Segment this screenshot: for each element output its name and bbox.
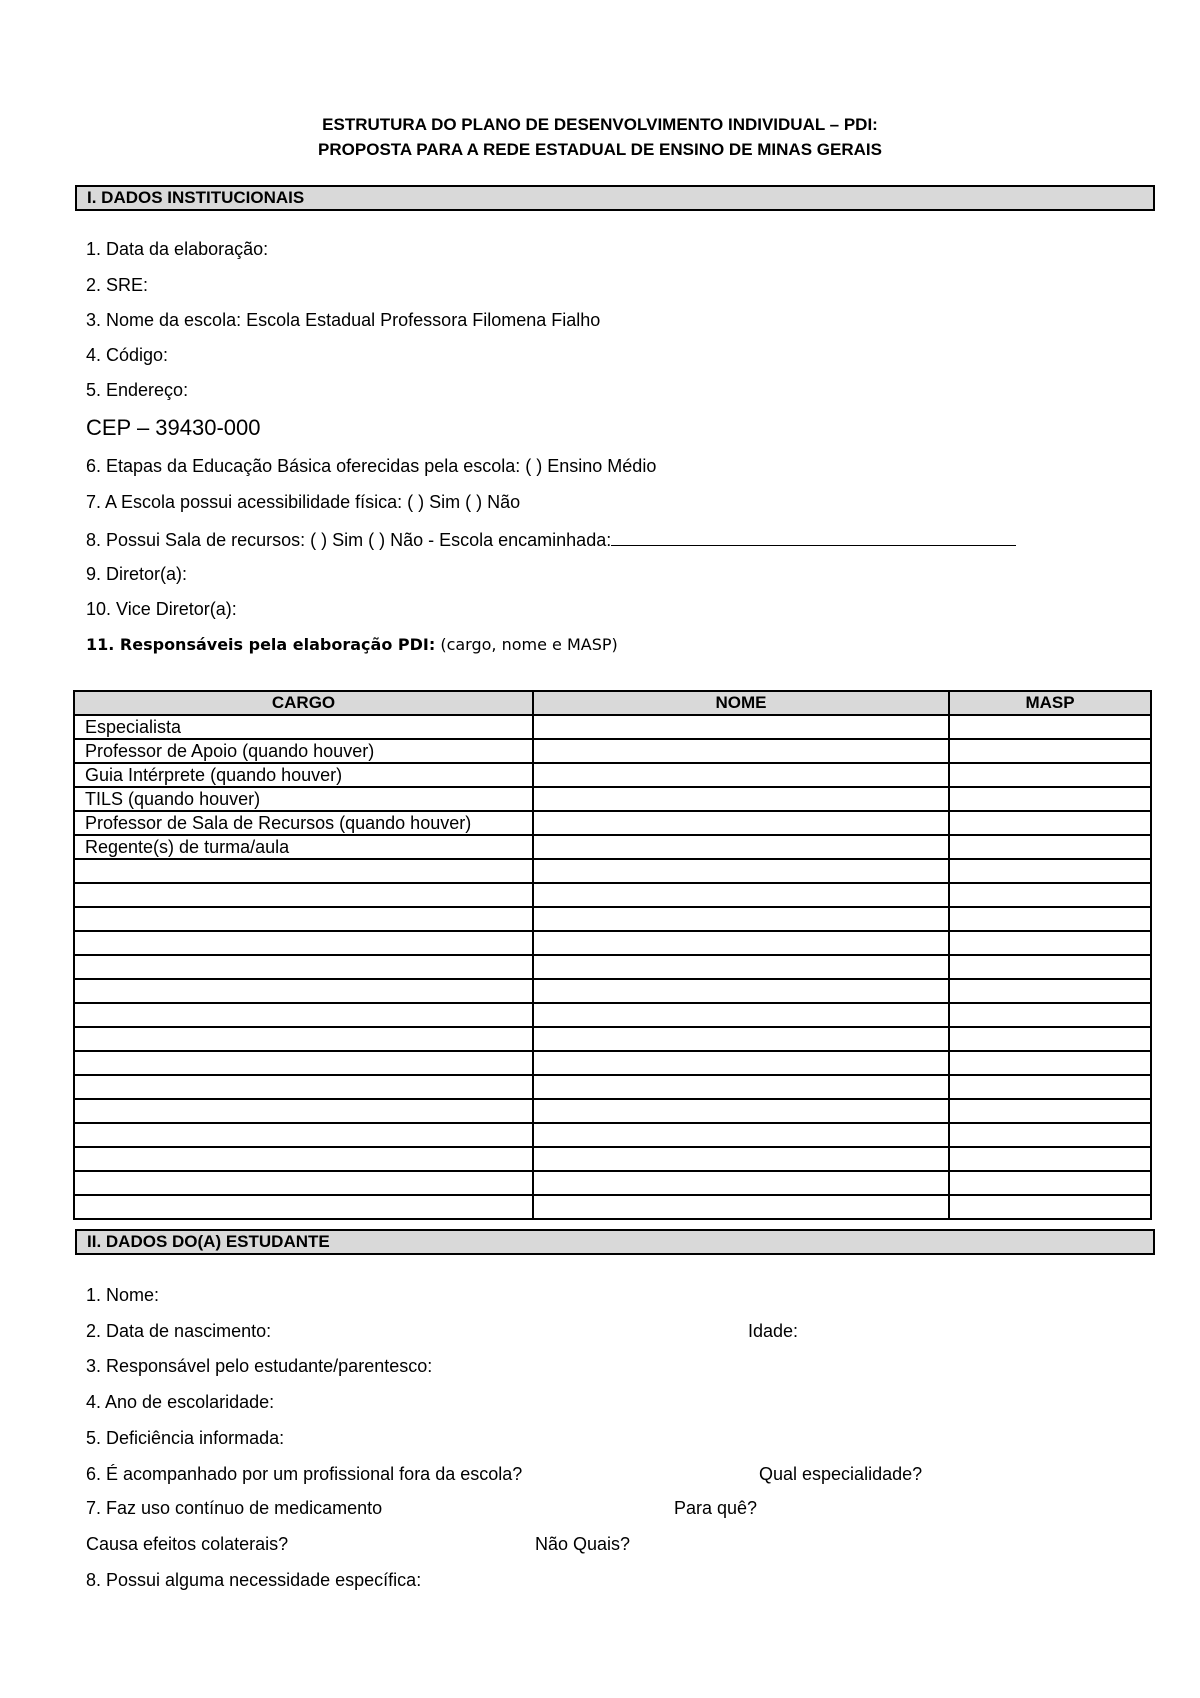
table-row: [74, 715, 1151, 739]
field-responsaveis-label: 11. Responsáveis pela elaboração PDI:: [86, 635, 436, 654]
cell-masp[interactable]: [949, 763, 1151, 787]
cell-cargo[interactable]: Especialista: [74, 715, 533, 739]
cell-nome[interactable]: [533, 787, 949, 811]
field-diretor[interactable]: 9. Diretor(a):: [86, 564, 188, 584]
cell-nome[interactable]: [533, 1003, 949, 1027]
cell-masp[interactable]: [949, 907, 1151, 931]
field-nome[interactable]: 1. Nome:: [86, 1285, 160, 1305]
cell-cargo[interactable]: Professor de Sala de Recursos (quando houver): [74, 811, 533, 835]
table-row: [74, 835, 1151, 859]
page-title: [0, 112, 1200, 162]
cell-nome[interactable]: [533, 979, 949, 1003]
cell-nome[interactable]: [533, 1027, 949, 1051]
cell-cargo[interactable]: [74, 1003, 533, 1027]
field-cep[interactable]: CEP – 39430-000: [86, 415, 261, 440]
field-responsaveis: [86, 634, 618, 656]
table-row: [74, 1075, 1151, 1099]
cell-masp[interactable]: [949, 787, 1151, 811]
col-header-cargo: CARGO: [74, 691, 533, 715]
cell-nome[interactable]: [533, 883, 949, 907]
cell-masp[interactable]: [949, 1171, 1151, 1195]
cell-cargo[interactable]: [74, 1099, 533, 1123]
table-row: [74, 1195, 1151, 1219]
table-header-row: [74, 691, 1151, 715]
field-sala-recursos-label: 8. Possui Sala de recursos: ( ) Sim ( ) Não - Escola encaminhada:: [86, 530, 612, 550]
cell-masp[interactable]: [949, 1003, 1151, 1027]
table-row: [74, 1027, 1151, 1051]
cell-cargo[interactable]: [74, 1147, 533, 1171]
cell-cargo[interactable]: [74, 955, 533, 979]
field-responsavel[interactable]: 3. Responsável pelo estudante/parentesco:: [86, 1356, 433, 1376]
field-idade[interactable]: Idade:: [748, 1321, 799, 1341]
table-row: [74, 787, 1151, 811]
field-sala-recursos[interactable]: [86, 527, 1016, 551]
cell-cargo[interactable]: Regente(s) de turma/aula: [74, 835, 533, 859]
cell-masp[interactable]: [949, 859, 1151, 883]
section-heading-student: II. DADOS DO(A) ESTUDANTE: [75, 1229, 1155, 1255]
section-heading-institutional: I. DADOS INSTITUCIONAIS: [75, 185, 1155, 211]
field-acessibilidade[interactable]: 7. A Escola possui acessibilidade física: ( ) Sim ( ) Não: [86, 492, 521, 512]
cell-masp[interactable]: [949, 931, 1151, 955]
table-row: [74, 811, 1151, 835]
cell-masp[interactable]: [949, 1147, 1151, 1171]
field-nao-quais[interactable]: Não Quais?: [535, 1534, 631, 1554]
page-title-line-2: PROPOSTA PARA A REDE ESTADUAL DE ENSINO DE MINAS GERAIS: [318, 140, 882, 159]
cell-masp[interactable]: [949, 1099, 1151, 1123]
cell-nome[interactable]: [533, 1195, 949, 1219]
cell-masp[interactable]: [949, 979, 1151, 1003]
cell-cargo[interactable]: [74, 979, 533, 1003]
cell-masp[interactable]: [949, 1051, 1151, 1075]
cell-masp[interactable]: [949, 739, 1151, 763]
table-row: [74, 1171, 1151, 1195]
cell-masp[interactable]: [949, 1075, 1151, 1099]
field-responsaveis-hint: (cargo, nome e MASP): [435, 635, 618, 654]
cell-cargo[interactable]: [74, 1075, 533, 1099]
cell-cargo[interactable]: [74, 859, 533, 883]
table-body: [74, 715, 1151, 1219]
cell-nome[interactable]: [533, 1147, 949, 1171]
cell-cargo[interactable]: [74, 883, 533, 907]
cell-masp[interactable]: [949, 1027, 1151, 1051]
table-row: [74, 979, 1151, 1003]
field-sre[interactable]: 2. SRE:: [86, 275, 149, 295]
table-row: [74, 931, 1151, 955]
field-deficiencia[interactable]: 5. Deficiência informada:: [86, 1428, 285, 1448]
field-vice-diretor[interactable]: 10. Vice Diretor(a):: [86, 599, 237, 619]
field-endereco[interactable]: 5. Endereço:: [86, 380, 189, 400]
table-row: [74, 739, 1151, 763]
cell-nome[interactable]: [533, 1075, 949, 1099]
cell-cargo[interactable]: [74, 907, 533, 931]
cell-nome[interactable]: [533, 931, 949, 955]
field-ano-escolaridade[interactable]: 4. Ano de escolaridade:: [86, 1392, 275, 1412]
cell-masp[interactable]: [949, 1123, 1151, 1147]
cell-cargo[interactable]: [74, 1027, 533, 1051]
cell-cargo[interactable]: [74, 1171, 533, 1195]
cell-cargo[interactable]: TILS (quando houver): [74, 787, 533, 811]
col-header-masp: MASP: [949, 691, 1151, 715]
field-necessidade-especifica[interactable]: 8. Possui alguma necessidade específica:: [86, 1570, 422, 1590]
cell-nome[interactable]: [533, 859, 949, 883]
cell-cargo[interactable]: [74, 931, 533, 955]
table-row: [74, 1147, 1151, 1171]
cell-cargo[interactable]: Guia Intérprete (quando houver): [74, 763, 533, 787]
field-medicamento[interactable]: 7. Faz uso contínuo de medicamento: [86, 1498, 383, 1518]
table-row: [74, 1003, 1151, 1027]
escola-encaminhada-line[interactable]: [611, 527, 1016, 546]
field-nome-escola[interactable]: 3. Nome da escola: Escola Estadual Professora Filomena Fialho: [86, 310, 601, 330]
col-header-nome: NOME: [533, 691, 949, 715]
cell-nome[interactable]: [533, 1171, 949, 1195]
cell-nome[interactable]: [533, 955, 949, 979]
table-row: [74, 907, 1151, 931]
cell-nome[interactable]: [533, 907, 949, 931]
cell-masp[interactable]: [949, 955, 1151, 979]
cell-nome[interactable]: [533, 1099, 949, 1123]
page-title-line-1: ESTRUTURA DO PLANO DE DESENVOLVIMENTO INDIVIDUAL – PDI:: [322, 115, 878, 134]
cell-nome[interactable]: [533, 1123, 949, 1147]
field-especialidade[interactable]: Qual especialidade?: [759, 1464, 923, 1484]
responsaveis-table: [73, 690, 1152, 1220]
cell-nome[interactable]: [533, 835, 949, 859]
table-row: [74, 1051, 1151, 1075]
cell-masp[interactable]: [949, 1195, 1151, 1219]
field-codigo[interactable]: 4. Código:: [86, 345, 169, 365]
cell-masp[interactable]: [949, 835, 1151, 859]
table-row: [74, 883, 1151, 907]
cell-nome[interactable]: [533, 1051, 949, 1075]
field-acompanhamento[interactable]: 6. É acompanhado por um profissional fora da escola?: [86, 1464, 523, 1484]
cell-nome[interactable]: [533, 811, 949, 835]
field-data-elaboracao[interactable]: 1. Data da elaboração:: [86, 239, 269, 259]
table-row: [74, 1123, 1151, 1147]
cell-nome[interactable]: [533, 763, 949, 787]
cell-masp[interactable]: [949, 883, 1151, 907]
cell-cargo[interactable]: [74, 1051, 533, 1075]
field-efeitos-colaterais[interactable]: Causa efeitos colaterais?: [86, 1534, 289, 1554]
field-data-nascimento[interactable]: 2. Data de nascimento:: [86, 1321, 272, 1341]
cell-masp[interactable]: [949, 715, 1151, 739]
table-row: [74, 955, 1151, 979]
field-etapas[interactable]: 6. Etapas da Educação Básica oferecidas pela escola: ( ) Ensino Médio: [86, 456, 657, 476]
table-row: [74, 1099, 1151, 1123]
cell-nome[interactable]: [533, 715, 949, 739]
field-para-que[interactable]: Para quê?: [674, 1498, 758, 1518]
table-row: [74, 859, 1151, 883]
table-row: [74, 763, 1151, 787]
cell-cargo[interactable]: [74, 1195, 533, 1219]
cell-cargo[interactable]: Professor de Apoio (quando houver): [74, 739, 533, 763]
cell-masp[interactable]: [949, 811, 1151, 835]
cell-nome[interactable]: [533, 739, 949, 763]
cell-cargo[interactable]: [74, 1123, 533, 1147]
